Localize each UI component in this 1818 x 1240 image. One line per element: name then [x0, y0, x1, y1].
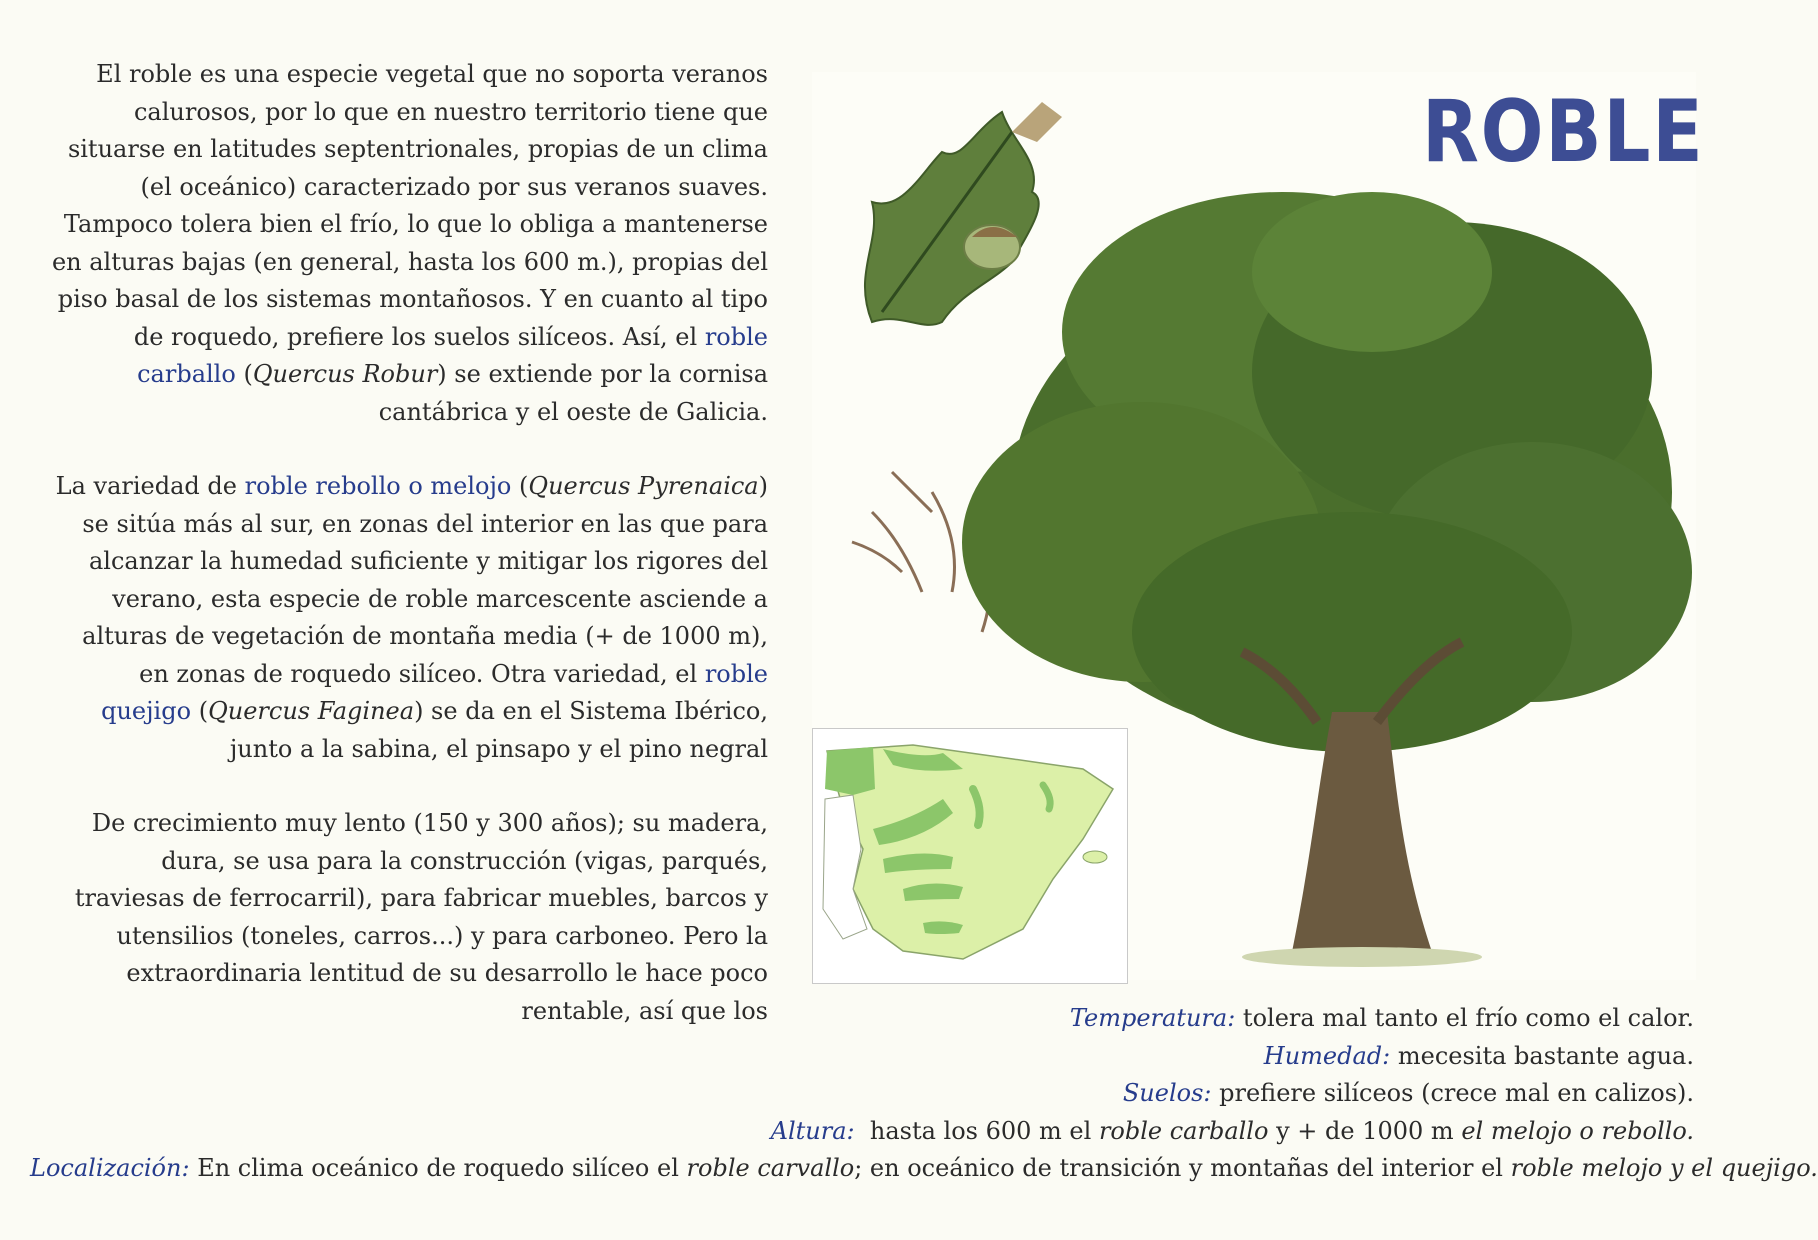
spain-distribution-map: [812, 728, 1128, 984]
fact-suelos: Suelos: prefiere silíceos (crece mal en calizos).: [1122, 1079, 1694, 1107]
fact-temperatura: Temperatura: tolera mal tanto el frío como el calor.: [1069, 1004, 1694, 1032]
spain-map-svg: [813, 729, 1127, 983]
term-roble-quejigo: roble quejigo: [101, 659, 768, 725]
paragraph-1: El roble es una especie vegetal que no soporta veranos calurosos, por lo que en nuestro territorio tiene que situarse en latitudes septentrionales, propias de un clima (el oceánico) caracterizado por sus veranos suaves. Tampoco tolera bien el frío, lo que lo obliga a mantenerse en alturas bajas (en general, hasta los 600 m.), propias del piso basal de los sistemas montañosos. Y en cuanto al tipo de roquedo, prefiere los suelos silíceos. Así, el roble carballo (Quercus Robur) se extiende por la cornisa cantábrica y el oeste de Galicia.: [51, 60, 768, 426]
fact-altura: Altura: hasta los 600 m el roble carballo y + de 1000 m el melojo o rebollo.: [770, 1116, 1694, 1145]
oak-leaf-acorn-illustration: [865, 102, 1062, 325]
oak-canopy: [962, 192, 1692, 752]
page-title: ROBLE: [1422, 82, 1705, 182]
latin-quercus-robur: Quercus Robur: [252, 360, 438, 388]
balearic-islands: [1083, 851, 1107, 863]
paragraph-2: La variedad de roble rebollo o melojo (Quercus Pyrenaica) se sitúa más al sur, en zonas del interior en las que para alcanzar la humedad suficiente y mitigar los rigores del verano, esta especie de roble marcescente asciende a alturas de vegetación de montaña media (+ de 1000 m), en zonas de roquedo silíceo. Otra variedad, el roble quejigo (Quercus Faginea) se da en el Sistema Ibérico, junto a la sabina, el pinsapo y el pino negral: [55, 472, 768, 763]
term-roble-carballo: roble carballo: [137, 322, 768, 388]
fact-localizacion: Localización: En clima oceánico de roquedo silíceo el roble carvallo; en oceánico de transición y montañas del interior el roble melojo y el quejigo.: [30, 1154, 1818, 1182]
fact-humedad: Humedad: mecesita bastante agua.: [1263, 1041, 1694, 1070]
latin-quercus-pyrenaica: Quercus Pyrenaica: [528, 472, 759, 500]
galicia-zone: [825, 747, 875, 795]
paragraph-3: De crecimiento muy lento (150 y 300 años); su madera, dura, se usa para la construcción (vigas, parqués, traviesas de ferrocarril), para fabricar muebles, barcos y utensilios (toneles, carros...) y para carboneo. Pero la extraordinaria lentitud de su desarrollo le hace poco rentable, así que los: [74, 809, 768, 1025]
term-roble-rebollo: roble rebollo o melojo: [244, 472, 512, 500]
body-text: [50, 56, 768, 1067]
latin-quercus-faginea: Quercus Faginea: [208, 697, 415, 725]
facts-list: [30, 1000, 1818, 1188]
